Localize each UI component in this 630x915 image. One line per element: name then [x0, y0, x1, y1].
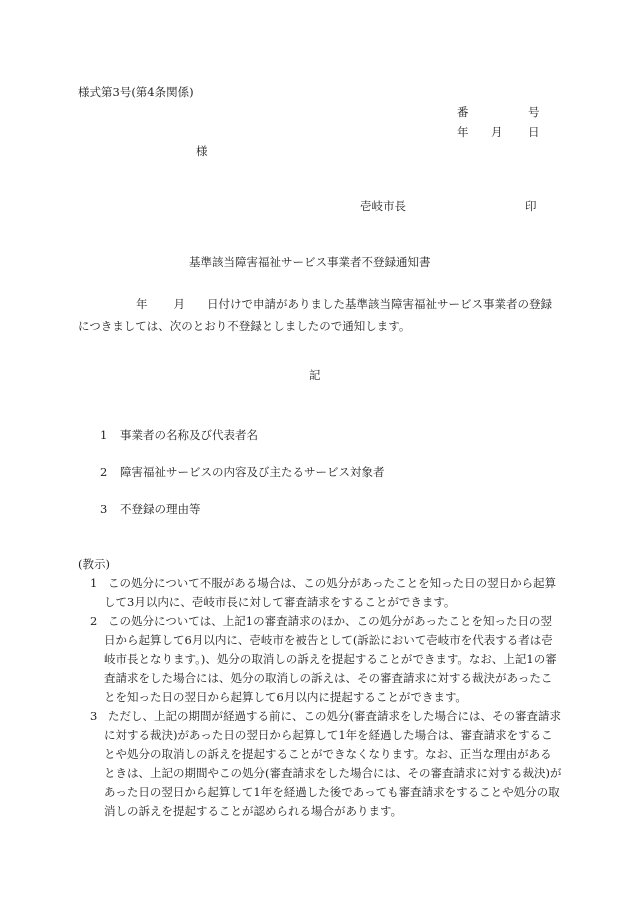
- list-item: [100, 427, 258, 443]
- seal-label: 印: [525, 199, 537, 213]
- kyoji-note: [90, 612, 562, 707]
- kyoji-note: [90, 707, 562, 821]
- date-month-label: 月: [491, 125, 503, 139]
- document-title: 基準該当障害福祉サービス事業者不登録通知書: [189, 255, 431, 269]
- date-day-label: 日: [528, 125, 540, 139]
- intro-year-label: 年: [136, 297, 148, 311]
- kyoji-heading: (教示): [78, 557, 110, 571]
- item-label: 不登録の理由等: [120, 502, 201, 516]
- list-item: [100, 464, 385, 480]
- issuer-name: 壱岐市長: [360, 199, 406, 213]
- note-text: この処分について不服がある場合は、この処分があったことを知った日の翌日から起算して3月以内に、壱岐市長に対して審査請求をすることができます。: [104, 576, 557, 609]
- note-text: この処分については、上記1の審査請求のほか、この処分があったことを知った日の翌日から起算して6月以内に、壱岐市を被告として(訴訟において壱岐市を代表する者は壱岐市長となります。)、処分の取消しの訴えを提起することができます。なお、上記1の審査請求をした場合には、処分の取消しの訴えは、その審査請求に対する裁決があったことを知った日の翌日から起算して6月以内に提起することができます。: [104, 614, 557, 704]
- item-number: 1: [100, 428, 108, 442]
- item-label: 事業者の名称及び代表者名: [120, 428, 258, 442]
- number-label: 番: [457, 105, 469, 119]
- note-number: 3: [90, 709, 98, 723]
- note-number: 2: [90, 614, 98, 628]
- intro-month-label: 月: [173, 297, 185, 311]
- intro-text: 日付けで申請がありました基準該当障害福祉サービス事業者の登録につきましては、次のとおり不登録としましたので通知します。: [78, 297, 552, 333]
- intro-paragraph: [78, 293, 553, 337]
- note-number: 1: [90, 576, 98, 590]
- item-label: 障害福祉サービスの内容及び主たるサービス対象者: [120, 465, 385, 479]
- number-suffix-label: 号: [528, 105, 540, 119]
- note-text: ただし、上記の期間が経過する前に、この処分(審査請求をした場合には、その審査請求に対する裁決)があった日の翌日から起算して1年を経過した場合は、審査請求をすることや処分の取消しの訴えを提起することができなくなります。なお、正当な理由があるときは、上記の期間やこの処分(審査請求をした場合には、その審査請求に対する裁決)があった日の翌日から起算して1年を経過した後であっても審査請求をすることや処分の取消しの訴えを提起することが認められる場合があります。: [104, 709, 562, 818]
- addressee-suffix: 様: [196, 144, 208, 158]
- ki-heading: 記: [309, 368, 321, 382]
- list-item: [100, 501, 201, 517]
- item-number: 2: [100, 465, 108, 479]
- date-year-label: 年: [457, 125, 469, 139]
- kyoji-note: [90, 574, 562, 612]
- form-number: 様式第3号(第4条関係): [78, 85, 194, 99]
- item-number: 3: [100, 502, 108, 516]
